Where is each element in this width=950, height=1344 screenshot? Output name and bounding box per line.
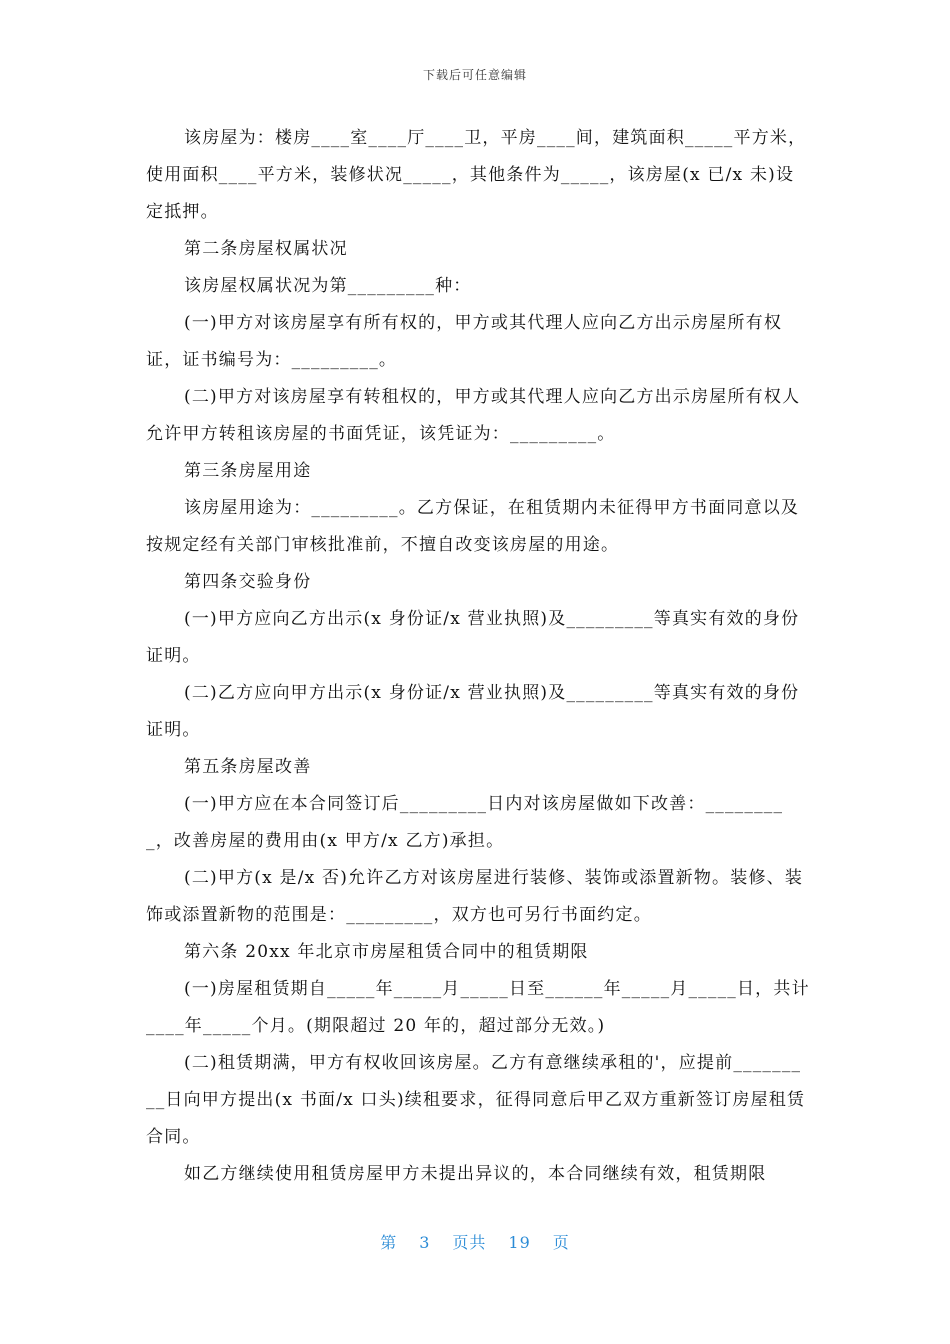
section-heading-identity: 第四条交验身份 [184,572,312,592]
paragraph-lease-term-2: (二)租赁期满，甲方有权收回该房屋。乙方有意继续承租的'，应提前_________日向甲方提出(x 书面/x 口头)续租要求，征得同意后甲乙双方重新签订房屋租赁合同。 [146,1053,806,1147]
page-footer [0,1230,950,1253]
section-heading-usage: 第三条房屋用途 [184,461,312,481]
current-page-number: 3 [419,1233,431,1252]
paragraph-lease-continuation: 如乙方继续使用租赁房屋甲方未提出异议的，本合同继续有效，租赁期限 [184,1164,767,1184]
page-mid-text: 页共 [452,1233,487,1252]
paragraph-ownership-clause-1: (一)甲方对该房屋享有所有权的，甲方或其代理人应向乙方出示房屋所有权证，证书编号为：_________。 [146,313,783,370]
section-heading-lease-term: 第六条 20xx 年北京市房屋租赁合同中的租赁期限 [184,942,589,962]
paragraph-identity-1: (一)甲方应向乙方出示(x 身份证/x 营业执照)及_________等真实有效的身份证明。 [146,609,800,666]
page-suffix: 页 [552,1233,570,1252]
paragraph-house-details: 该房屋为：楼房____室____厅____卫，平房____间，建筑面积_____平方米，使用面积____平方米，装修状况_____，其他条件为_____，该房屋(x 已/x 未)设定抵押。 [146,128,807,222]
section-heading-ownership: 第二条房屋权属状况 [184,239,348,259]
paragraph-ownership-type: 该房屋权属状况为第_________种： [184,276,472,296]
paragraph-ownership-clause-2: (二)甲方对该房屋享有转租权的，甲方或其代理人应向乙方出示房屋所有权人允许甲方转租该房屋的书面凭证，该凭证为：_________。 [146,387,801,444]
total-pages-number: 19 [508,1233,531,1252]
document-body [146,120,810,1193]
paragraph-lease-term-1: (一)房屋租赁期自_____年_____月_____日至______年_____月_____日，共计____年_____个月。(期限超过 20 年的，超过部分无效。) [146,979,810,1036]
paragraph-improvement-2: (二)甲方(x 是/x 否)允许乙方对该房屋进行装修、装饰或添置新物。装修、装饰或添置新物的范围是：_________，双方也可另行书面约定。 [146,868,804,925]
paragraph-identity-2: (二)乙方应向甲方出示(x 身份证/x 营业执照)及_________等真实有效的身份证明。 [146,683,800,740]
paragraph-improvement-1: (一)甲方应在本合同签订后_________日内对该房屋做如下改善：_________，改善房屋的费用由(x 甲方/x 乙方)承担。 [146,794,784,851]
page-prefix: 第 [380,1233,398,1252]
paragraph-usage: 该房屋用途为：_________。乙方保证，在租赁期内未征得甲方书面同意以及按规定经有关部门审核批准前，不擅自改变该房屋的用途。 [146,498,800,555]
page-header: 下载后可任意编辑 [422,68,527,82]
section-heading-improvement: 第五条房屋改善 [184,757,312,777]
